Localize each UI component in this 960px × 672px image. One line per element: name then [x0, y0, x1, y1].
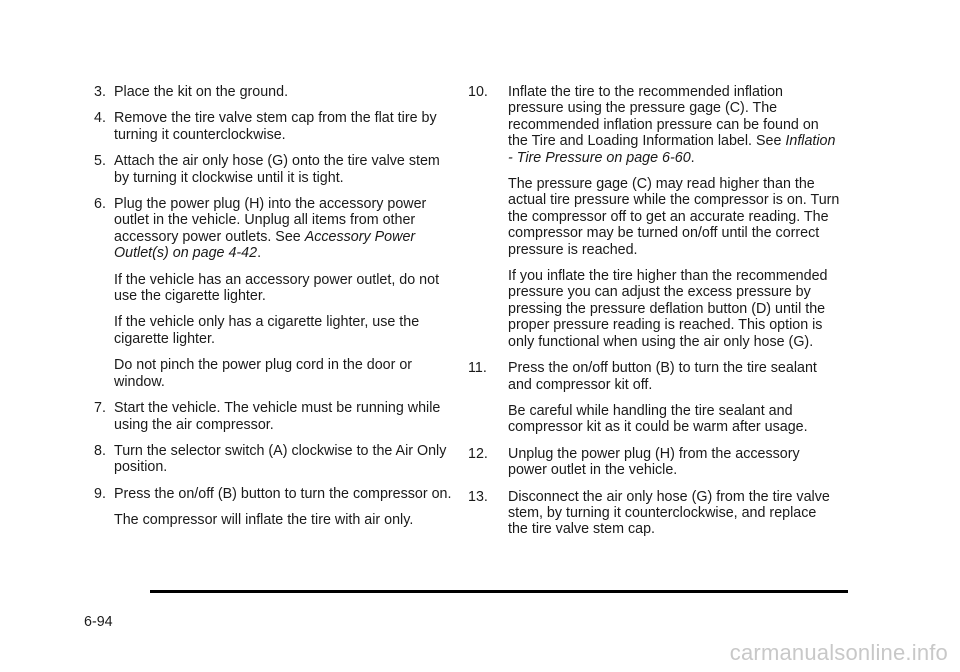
step-number: 11. [468, 360, 487, 377]
step-item [468, 84, 840, 350]
cross-reference: Accessory Power Outlet(s) on page 4‑42 [114, 228, 416, 262]
step-item [94, 153, 454, 186]
step-item [94, 400, 454, 433]
step-body: Plug the power plug (H) into the accessory power outlet in the vehicle. Unplug all items from other accessory power outlets. See [114, 196, 427, 245]
step-body: Inflate the tire to the recommended inflation pressure using the pressure gage (C). The recommended inflation pressure can be found on the Tire and Loading Information label. See [508, 84, 819, 150]
step-body: Unplug the power plug (H) from the accessory power outlet in the vehicle. [508, 445, 800, 479]
step-text [114, 196, 454, 262]
step-note: Be careful while handling the tire sealant and compressor kit as it could be warm after usage. [508, 402, 808, 436]
step-item [94, 486, 454, 529]
step-item [468, 488, 840, 538]
step-text [508, 360, 840, 393]
step-number: 6. [94, 196, 106, 213]
watermark: carmanualsonline.info [729, 640, 948, 665]
step-text [114, 400, 454, 433]
step-number: 7. [94, 400, 106, 417]
step-item [468, 360, 840, 436]
step-body: Start the vehicle. The vehicle must be running while using the air compressor. [114, 400, 441, 433]
step-note: If you inflate the tire higher than the recommended pressure you can adjust the excess pressure by pressing the pressure deflation button (D) until the proper pressure reading is reached. This option is only functional when using the air only hose (G). [508, 268, 828, 350]
step-text [114, 110, 454, 143]
step-number: 4. [94, 110, 106, 127]
step-note: The compressor will inflate the tire with air only. [114, 512, 414, 529]
step-text [114, 153, 454, 186]
step-text [114, 486, 454, 502]
cross-reference: Inflation ‑ Tire Pressure on page 6‑60 [508, 133, 836, 166]
step-body-end: . [257, 245, 262, 262]
step-note: Do not pinch the power plug cord in the door or window. [114, 357, 413, 390]
step-body: Disconnect the air only hose (G) from the tire valve stem, by turning it counterclockwise, and replace the tire valve stem cap. [508, 488, 830, 538]
step-text [114, 443, 454, 476]
step-number: 8. [94, 442, 106, 459]
step-body: Place the kit on the ground. [114, 84, 289, 100]
step-number: 10. [468, 84, 488, 100]
step-body: Press the on/off button (B) to turn the tire sealant and compressor kit off. [508, 360, 817, 393]
step-number: 9. [94, 485, 106, 502]
step-number: 13. [468, 488, 488, 505]
step-item [94, 196, 454, 390]
step-body: Press the on/off (B) button to turn the compressor on. [114, 485, 452, 502]
step-note: The pressure gage (C) may read higher than the actual tire pressure while the compressor is on. Turn the compressor off to get an accurate reading. The compressor may be turned on/off until the correct pressure is reached. [508, 176, 840, 258]
step-text [114, 84, 454, 100]
left-column [94, 84, 454, 539]
step-text [508, 446, 840, 479]
step-note: If the vehicle has an accessory power outlet, do not use the cigarette lighter. [114, 271, 440, 305]
step-body: Remove the tire valve stem cap from the flat tire by turning it counterclockwise. [114, 110, 437, 143]
step-text [508, 84, 840, 166]
step-item [94, 84, 454, 100]
step-item [94, 110, 454, 143]
step-number: 5. [94, 153, 106, 170]
step-number: 12. [468, 445, 488, 462]
page-number: 6‑94 [84, 614, 113, 630]
right-column [468, 84, 840, 548]
step-note: If the vehicle only has a cigarette lighter, use the cigarette lighter. [114, 314, 420, 347]
step-item [468, 445, 840, 479]
step-body: Attach the air only hose (G) onto the tire valve stem by turning it clockwise until it is tight. [114, 153, 440, 186]
step-text [508, 489, 840, 538]
step-body-end: . [690, 149, 695, 166]
step-body: Turn the selector switch (A) clockwise to the Air Only position. [114, 442, 447, 476]
footer-rule [150, 590, 848, 593]
step-number: 3. [94, 84, 106, 100]
step-item [94, 443, 454, 476]
